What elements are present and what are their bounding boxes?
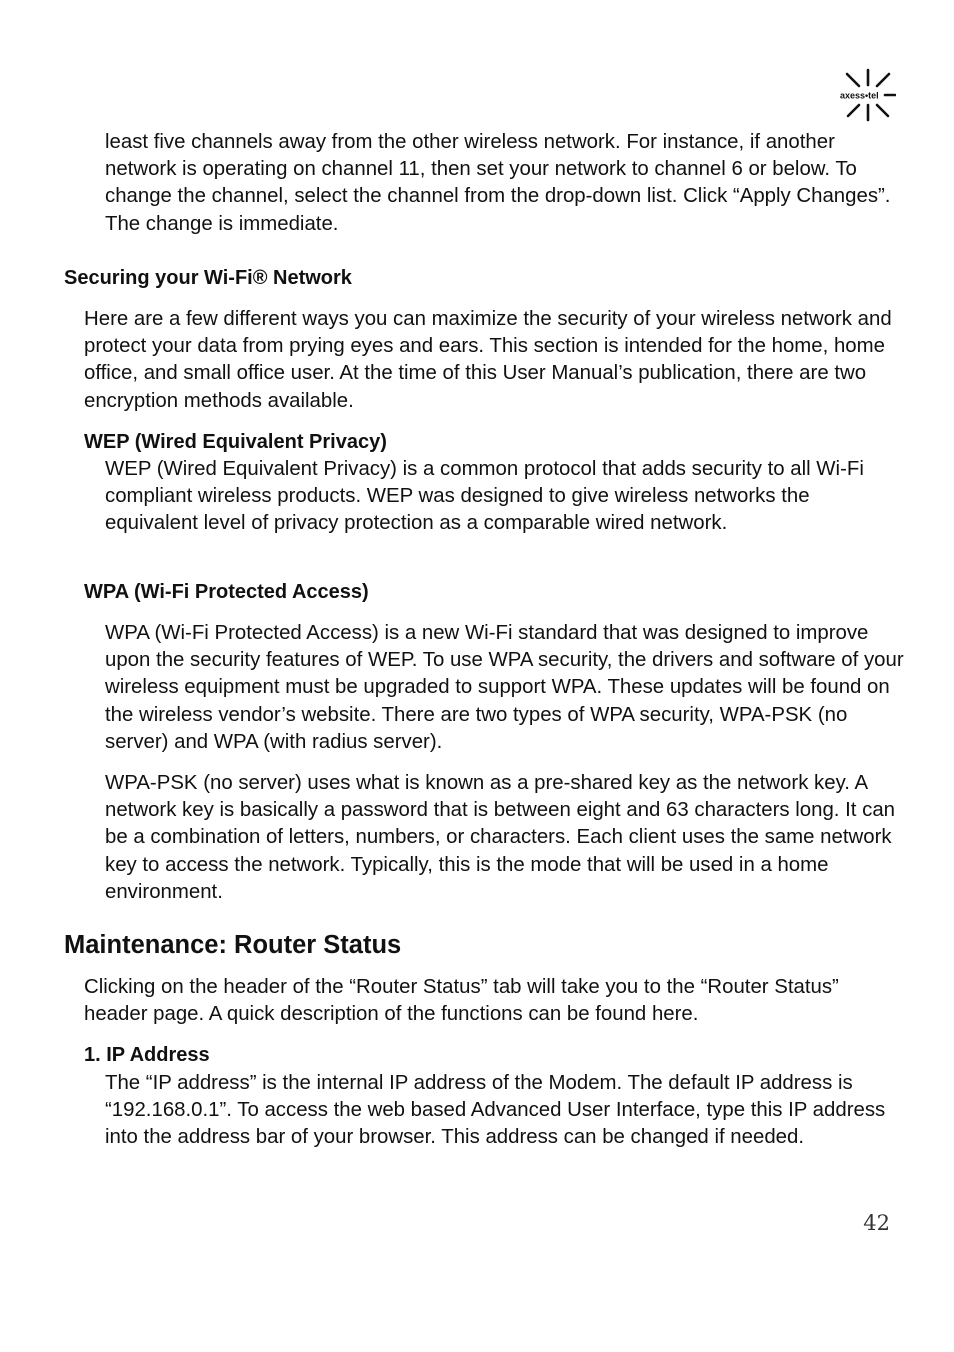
wpa-paragraph-1: WPA (Wi-Fi Protected Access) is a new Wi-Fi standard that was designed to improve upon the security features of WEP. To use WPA security, the drivers and software of your wireless equipment must be upgraded to support WPA. These updates will be found on the wireless vendor’s website. There are two types of WPA security, WPA-PSK (no server) and WPA (with radius server).	[105, 622, 904, 753]
logo-text: axess•tel	[840, 90, 879, 101]
ip-address-heading: 1. IP Address	[84, 1044, 210, 1066]
wep-heading: WEP (Wired Equivalent Privacy)	[84, 431, 387, 453]
axesstel-logo	[838, 68, 896, 122]
maintenance-paragraph: Clicking on the header of the “Router Status” tab will take you to the “Router Status” header page. A quick description of the functions can be found here.	[84, 976, 839, 1026]
maintenance-heading: Maintenance: Router Status	[64, 931, 402, 959]
ip-address-paragraph: The “IP address” is the internal IP address of the Modem. The default IP address is “192.168.0.1”. To access the web based Advanced User Interface, type this IP address into the address bar of your browser. This address can be changed if needed.	[105, 1072, 886, 1149]
wpa-paragraph-2: WPA-PSK (no server) uses what is known as a pre-shared key as the network key. A network key is basically a password that is between eight and 63 characters long. It can be a combination of letters, numbers, or characters. Each client uses the same network key to access the network. Typically, this is the mode that will be used in a home environment.	[105, 772, 895, 903]
wep-paragraph: WEP (Wired Equivalent Privacy) is a common protocol that adds security to all Wi-Fi compliant wireless products. WEP was designed to give wireless networks the equivalent level of privacy protection as a comparable wired network.	[105, 458, 864, 535]
securing-heading: Securing your Wi-Fi® Network	[64, 267, 352, 289]
securing-paragraph: Here are a few different ways you can maximize the security of your wireless network and protect your data from prying eyes and ears. This section is intended for the home, home office, and small office user. At the time of this User Manual’s publication, there are two encryption methods available.	[84, 308, 892, 412]
continued-paragraph: least five channels away from the other wireless network. For instance, if another network is operating on channel 11, then set your network to channel 6 or below. To change the channel, select the channel from the drop-down list. Click “Apply Changes”. The change is immediate.	[105, 131, 891, 235]
wpa-heading: WPA (Wi-Fi Protected Access)	[84, 581, 369, 603]
page-number: 42	[863, 1211, 890, 1235]
